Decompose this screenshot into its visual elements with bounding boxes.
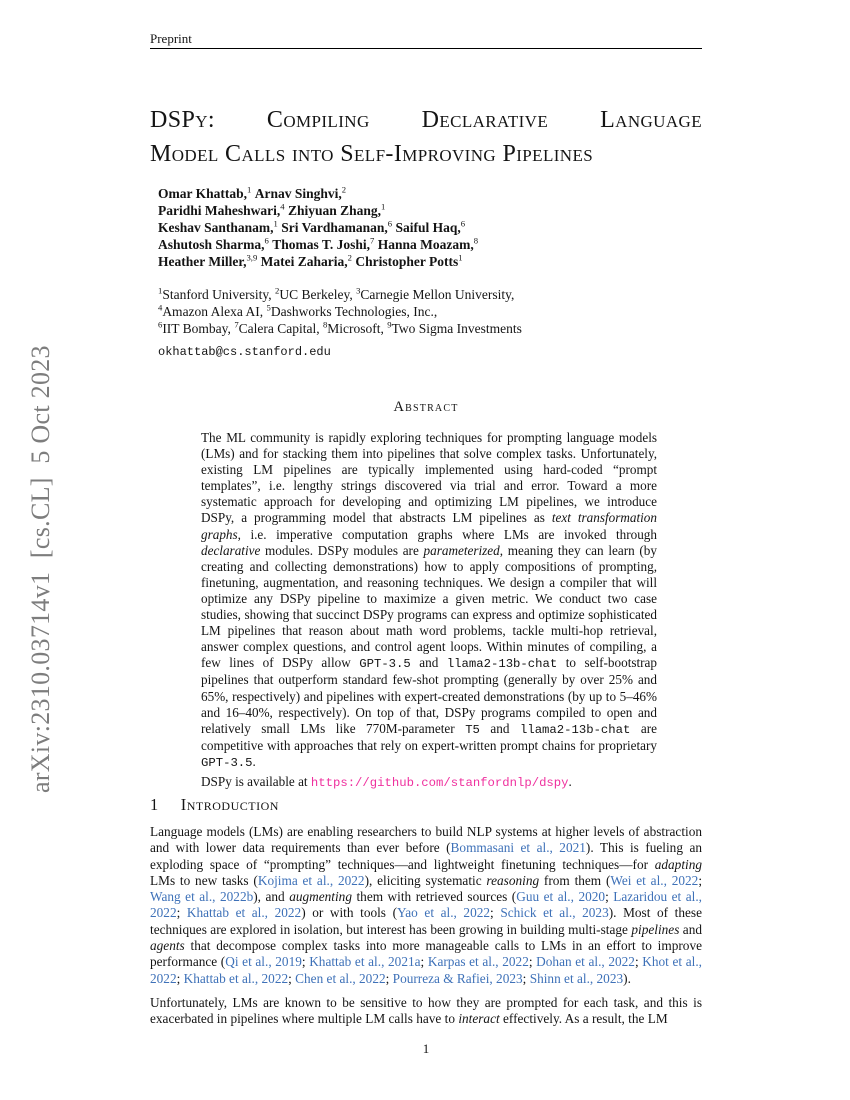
- citation-link[interactable]: Yao et al., 2022: [397, 905, 491, 921]
- abstract-heading: Abstract: [393, 399, 459, 415]
- section-number: 1: [150, 795, 159, 814]
- citation-link[interactable]: Dohan et al., 2022: [536, 954, 635, 970]
- affiliation-line: $^6$IIT Bombay, $^7$Calera Capital, $^8$Microsoft, $^9$Two Sigma Investments: [158, 319, 522, 336]
- abstract-body: [201, 430, 657, 791]
- citation-link[interactable]: Wang et al., 2022b: [150, 889, 254, 905]
- section-title: Introduction: [180, 795, 279, 814]
- affiliation-line: $^1$Stanford University, $^2$UC Berkeley, $^3$Carnegie Mellon University,: [158, 285, 515, 302]
- running-header: Preprint: [150, 31, 192, 46]
- affiliation-list: [158, 286, 522, 337]
- citation-link[interactable]: Khattab et al., 2022: [183, 970, 289, 986]
- citation-link[interactable]: Lazaridou et al., 2022: [150, 889, 702, 921]
- citation-link[interactable]: Schick et al., 2023: [500, 905, 609, 921]
- author-line: Omar Khattab,$^1$ Arnav Singhvi,$^2$: [158, 184, 347, 201]
- citation-link[interactable]: Khot et al., 2022: [150, 954, 702, 986]
- citation-link[interactable]: Chen et al., 2022: [295, 970, 386, 986]
- citation-link[interactable]: Pourreza & Rafiei, 2023: [392, 970, 523, 986]
- arxiv-watermark: arXiv:2310.03714v1 [cs.CL] 5 Oct 2023: [26, 345, 55, 793]
- citation-link[interactable]: Khattab et al., 2022: [186, 905, 302, 921]
- contact-email: okhattab@cs.stanford.edu: [158, 345, 331, 359]
- citation-link[interactable]: Wei et al., 2022: [610, 872, 699, 888]
- author-line: Heather Miller,$^{3,9}$ Matei Zaharia,$^2$ Christopher Potts$^1$: [158, 252, 463, 269]
- abstract-paragraph-1: The ML community is rapidly exploring techniques for prompting language models (LMs) and for stacking them into pipelines that solve complex tasks. Unfortunately, existing LM pipelines are typically implemented using hard-coded “prompt templates”, i.e. lengthy strings discovered via trial and error. Toward a more systematic approach for developing and optimizing LM pipelines, we introduce DSPy, a programming model that abstracts LM pipelines as text transformation graphs, i.e. imperative computation graphs where LMs are invoked through declarative modules. DSPy modules are parameterized, meaning they can learn (by creating and collecting demonstrations) how to apply compositions of prompting, finetuning, augmentation, and reasoning techniques. We design a compiler that will optimize any DSPy pipeline to maximize a given metric. We conduct two case studies, showing that succinct DSPy programs can express and optimize sophisticated LM pipelines that reason about math word problems, tackle multi-hop retrieval, answer complex questions, and control agent loops. Within minutes of compiling, a few lines of DSPy allow GPT-3.5 and llama2-13b-chat to self-bootstrap pipelines that outperform standard few-shot prompting (generally by over 25% and 65%, respectively) and pipelines with expert-created demonstrations (by up to 5–46% and 16–40%, respectively). On top of that, DSPy programs compiled to open and relatively small LMs like 770M-parameter T5 and llama2-13b-chat are competitive with approaches that rely on expert-written prompt chains for proprietary GPT-3.5.: [201, 430, 657, 770]
- citation-link[interactable]: Karpas et al., 2022: [427, 954, 529, 970]
- citation-link[interactable]: Bommasani et al., 2021: [450, 840, 586, 856]
- intro-paragraph-1: Language models (LMs) are enabling researchers to build NLP systems at higher levels of abstraction and with lower data requirements than ever before (Bommasani et al., 2021). This is fueling an exploding space of “prompting” techniques—and lightweight finetuning techniques—for adapting LMs to new tasks (Kojima et al., 2022), eliciting systematic reasoning from them (Wei et al., 2022; Wang et al., 2022b), and augmenting them with retrieved sources (Guu et al., 2020; Lazaridou et al., 2022; Khattab et al., 2022) or with tools (Yao et al., 2022; Schick et al., 2023). Most of these techniques are explored in isolation, but interest has been growing in building multi-stage pipelines and agents that decompose complex tasks into more manageable calls to LMs in an effort to improve performance (Qi et al., 2019; Khattab et al., 2021a; Karpas et al., 2022; Dohan et al., 2022; Khot et al., 2022; Khattab et al., 2022; Chen et al., 2022; Pourreza & Rafiei, 2023; Shinn et al., 2023).: [150, 824, 703, 986]
- github-url-link[interactable]: https://github.com/stanfordnlp/dspy: [310, 775, 569, 790]
- abstract-paragraph-2: DSPy is available at https://github.com/stanfordnlp/dspy.: [201, 773, 572, 790]
- citation-link[interactable]: Kojima et al., 2022: [257, 872, 365, 888]
- citation-link[interactable]: Qi et al., 2019: [225, 954, 302, 970]
- citation-link[interactable]: Shinn et al., 2023: [529, 970, 624, 986]
- citation-link[interactable]: Khattab et al., 2021a: [309, 954, 421, 970]
- affiliation-line: $^4$Amazon Alexa AI, $^5$Dashworks Technologies, Inc.,: [158, 302, 438, 319]
- paper-title-line-1: DSPy: Compiling Declarative Language: [150, 107, 702, 133]
- paper-title: [150, 103, 702, 171]
- author-line: Keshav Santhanam,$^1$ Sri Vardhamanan,$^6$ Saiful Haq,$^6$: [158, 218, 466, 235]
- citation-link[interactable]: Guu et al., 2020: [516, 889, 606, 905]
- paper-title-line-2: Model Calls into Self-Improving Pipelines: [150, 141, 594, 167]
- page-number: 1: [422, 1041, 430, 1056]
- header-rule: [150, 48, 702, 49]
- author-line: Paridhi Maheshwari,$^4$ Zhiyuan Zhang,$^1$: [158, 201, 386, 218]
- author-line: Ashutosh Sharma,$^6$ Thomas T. Joshi,$^7$ Hanna Moazam,$^8$: [158, 235, 479, 252]
- section-heading-introduction: [150, 795, 279, 815]
- intro-paragraph-2: Unfortunately, LMs are known to be sensitive to how they are prompted for each task, and this is exacerbated in pipelines where multiple LM calls have to interact effectively. As a result, the LM: [150, 994, 702, 1027]
- author-list: [158, 185, 478, 270]
- introduction-body: [150, 824, 702, 1028]
